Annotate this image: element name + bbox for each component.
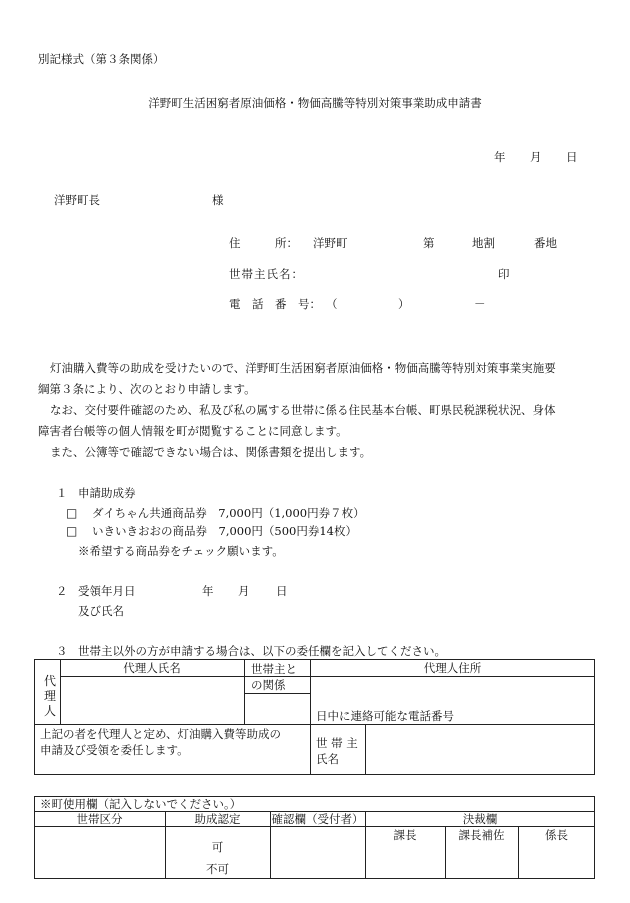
decision-kacho: 課長: [393, 828, 417, 842]
date-month: 月: [530, 150, 542, 164]
section1-heading: 申請助成券: [78, 486, 136, 500]
section2-year: 年: [202, 584, 214, 598]
delegation-text: 上記の者を代理人と定め、灯油購入費等助成の 申請及び受領を委任します。: [40, 727, 282, 757]
proxy-address-header: 代理人住所: [423, 661, 482, 675]
proxy-side-label: 代 理 人: [44, 674, 57, 718]
col-confirmation: 確認欄（受付者）: [271, 812, 364, 826]
date-day: 日: [566, 150, 578, 164]
form-label: 別記様式（第３条関係）: [38, 52, 165, 66]
decision-kakaricho: 係長: [545, 828, 568, 842]
approval-yes: 可: [211, 840, 224, 854]
address-chiwari: 地割: [472, 236, 495, 250]
phone-label: 電 話 番 号：: [229, 297, 321, 311]
seal-mark: 印: [498, 267, 510, 281]
daytime-phone-label: 日中に連絡可能な電話番号: [316, 709, 454, 723]
option-ikiiki-label: いきいきおおの商品券 7,000円（500円券14枚）: [92, 524, 358, 538]
phone-close-paren: ）: [398, 297, 410, 311]
decision-kacho-hosa: 課長補佐: [458, 828, 505, 842]
addressee-honorific: 様: [212, 193, 224, 207]
section3-heading: 世帯主以外の方が申請する場合は、以下の委任欄を記入してください。: [78, 644, 446, 658]
proxy-name-header: 代理人氏名: [123, 661, 181, 675]
section2-sub: 及び氏名: [78, 604, 124, 618]
householder-name-label: 世帯主氏名：: [229, 267, 304, 281]
section2-day: 日: [276, 584, 288, 598]
col-decision: 決裁欄: [462, 812, 498, 826]
office-use-header: ※町使用欄（記入しないでください。）: [40, 797, 242, 811]
option-daichan-checkbox[interactable]: □: [66, 506, 78, 520]
householder-label: 世 帯 主 氏名: [316, 736, 358, 766]
body-paragraph-2: なお、交付要件確認のため、私及び私の属する世帯に係る住民基本台帳、町県民税課税状況、身体 障害者台帳等の個人情報を町が閲覧することに同意します。: [38, 403, 556, 438]
addressee-name: 洋野町長: [54, 193, 100, 207]
address-label: 住 所：: [229, 236, 298, 250]
col-approval: 助成認定: [194, 812, 241, 826]
address-banchi: 番地: [534, 236, 557, 250]
option-ikiiki-checkbox[interactable]: □: [66, 524, 78, 538]
document-title: 洋野町生活困窮者原油価格・物価高騰等特別対策事業助成申請書: [148, 96, 482, 110]
col-household-class: 世帯区分: [76, 812, 123, 826]
body-paragraph-3: また、公簿等で確認できない場合は、関係書類を提出します。: [50, 445, 372, 459]
phone-dash: －: [474, 297, 486, 311]
option-daichan-label: ダイちゃん共通商品券 7,000円（1,000円券７枚）: [92, 506, 365, 520]
address-town: 洋野町: [313, 236, 348, 250]
body-paragraph-1: 灯油購入費等の助成を受けたいので、洋野町生活困窮者原油価格・物価高騰等特別対策事業実施要 綱第３条により、次のとおり申請します。: [38, 361, 556, 396]
approval-no: 不可: [206, 862, 229, 876]
section1-note: ※希望する商品券をチェック願います。: [78, 544, 284, 558]
section2-number: ２: [56, 584, 68, 598]
section3-number: ３: [56, 644, 68, 658]
phone-open-paren: （: [326, 297, 338, 311]
address-dai: 第: [423, 236, 435, 250]
section2-heading: 受領年月日: [78, 584, 136, 598]
relation-header: 世帯主と の関係: [251, 662, 297, 692]
date-year: 年: [494, 150, 506, 164]
section2-month: 月: [238, 584, 250, 598]
section1-number: １: [56, 486, 68, 500]
